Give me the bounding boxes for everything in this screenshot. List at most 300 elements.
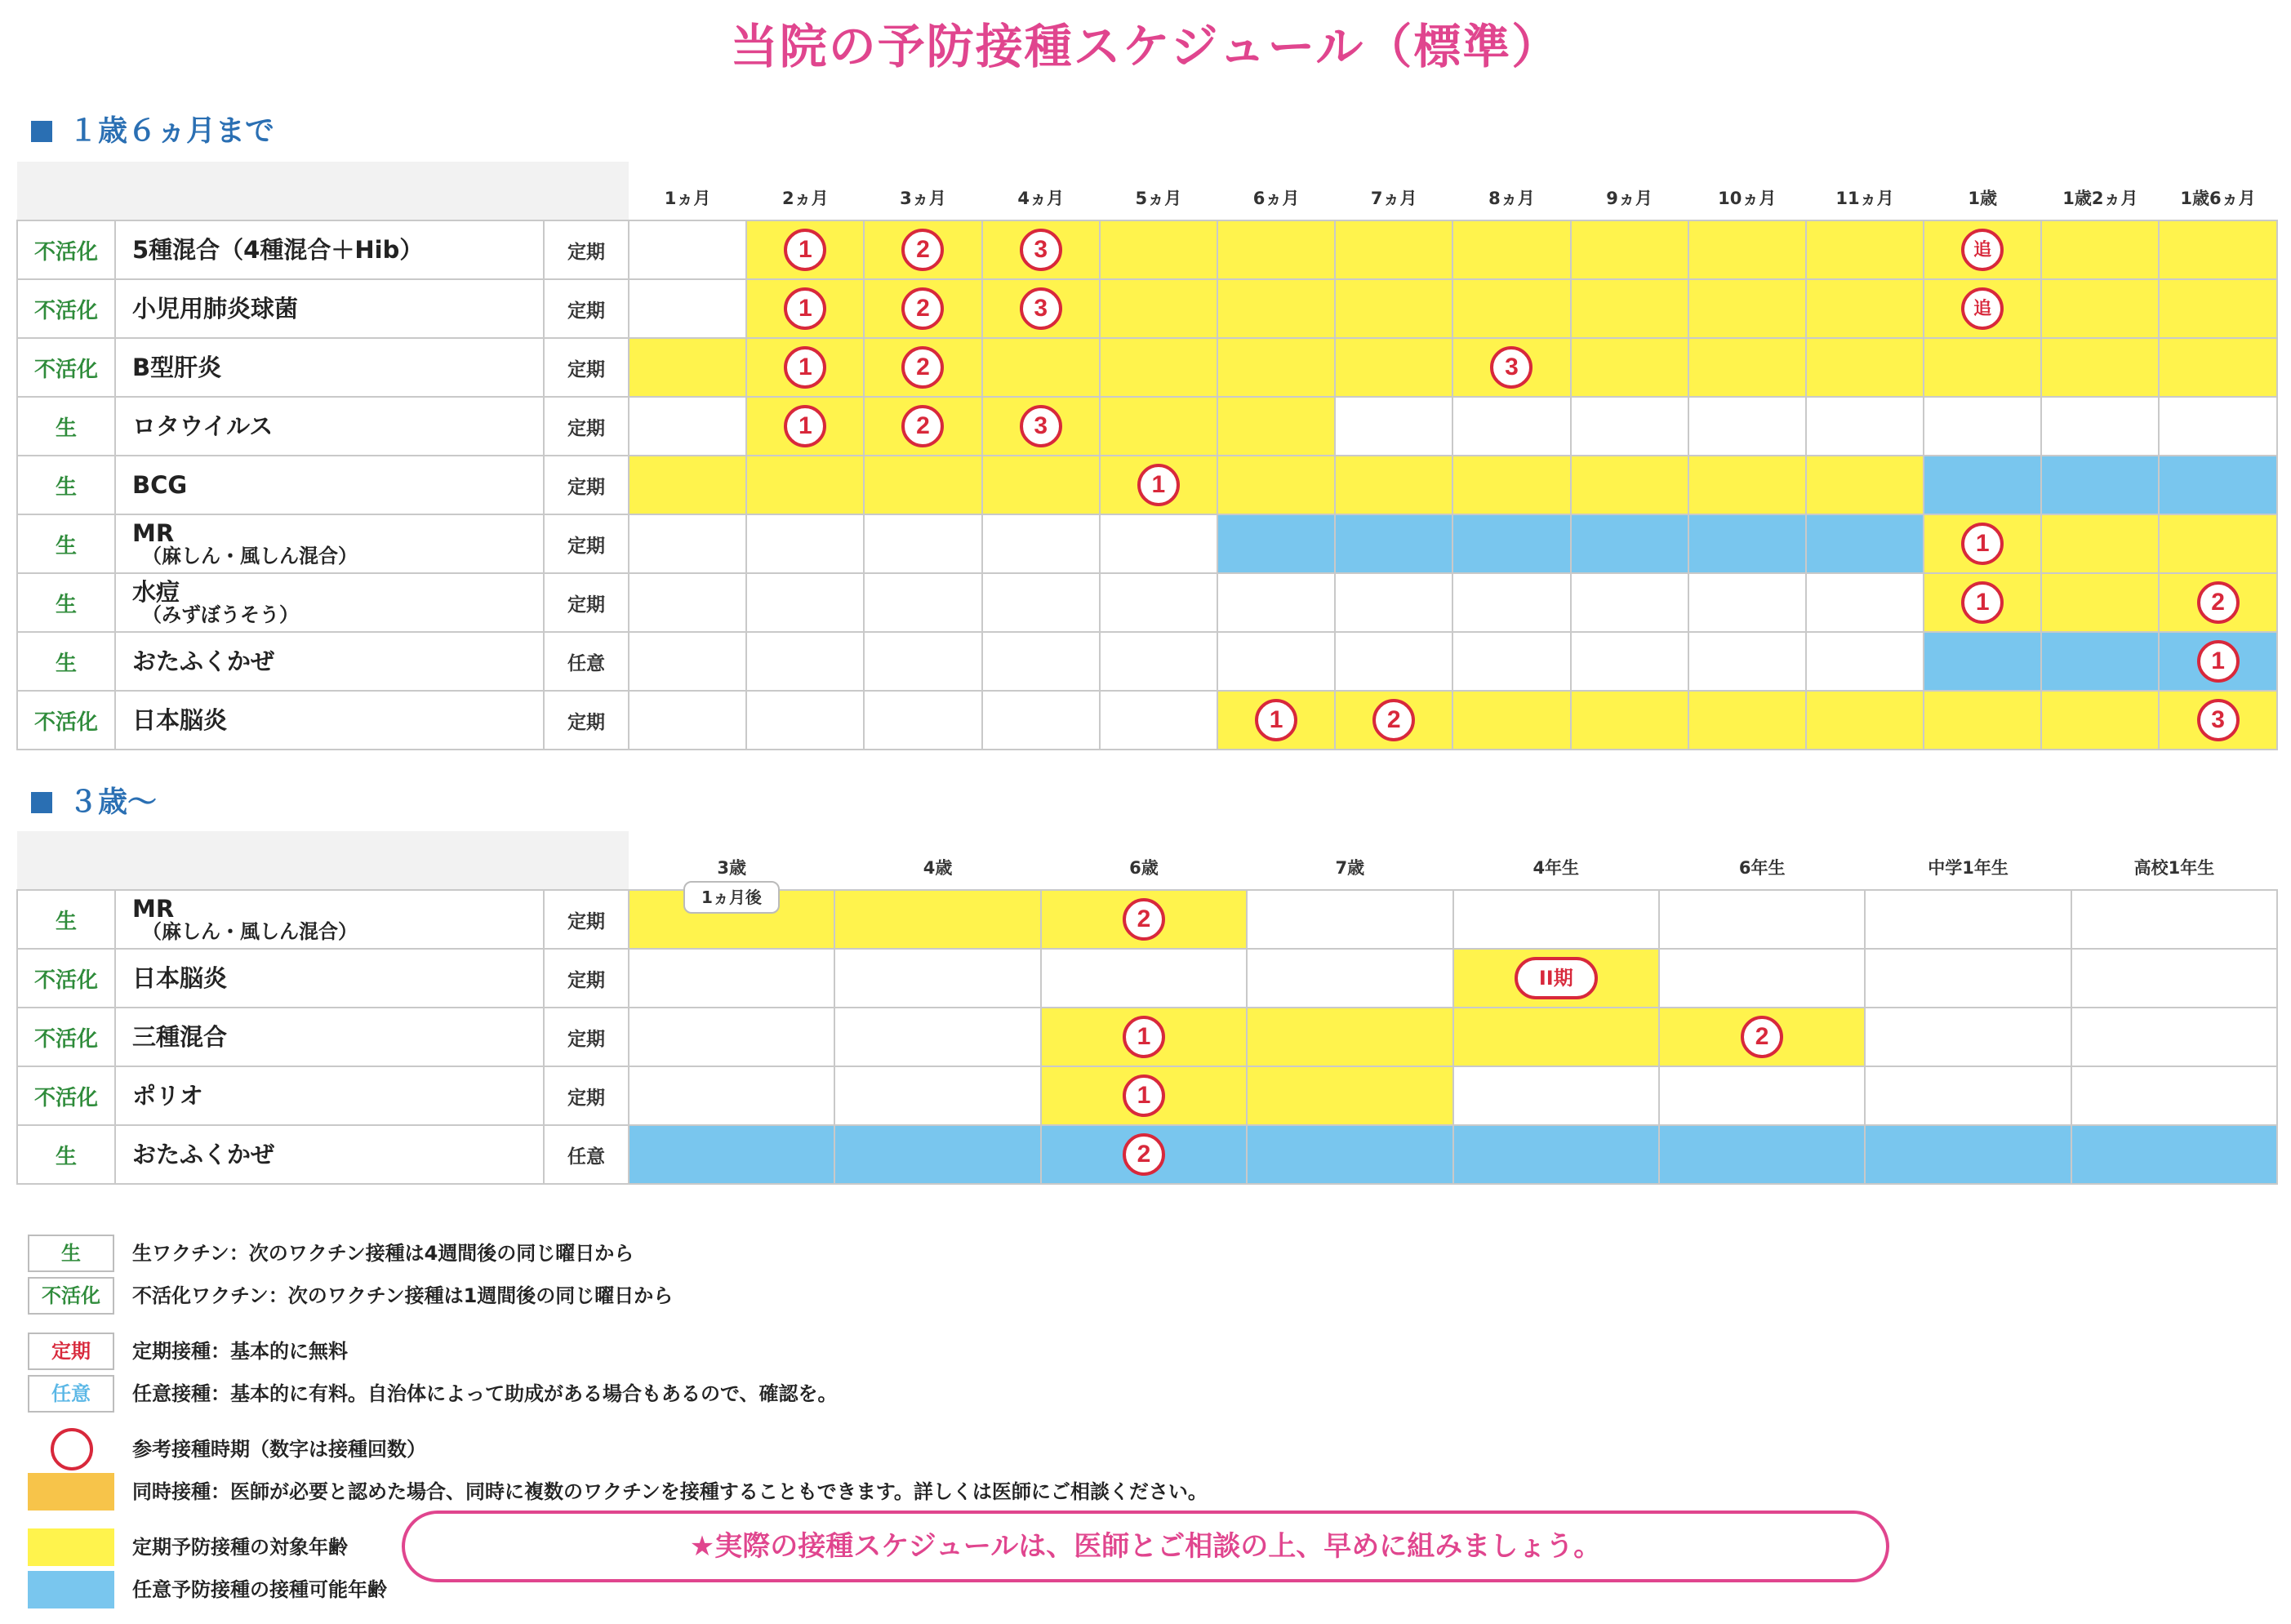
dose-marker: 1 — [1961, 523, 2004, 565]
column-header: 1歳2ヵ月 — [2041, 162, 2159, 220]
schedule-cell — [1100, 691, 1217, 750]
vaccine-name-cell — [115, 1066, 544, 1125]
schedule-cell — [834, 949, 1040, 1008]
schedule-row — [17, 220, 2277, 279]
schedule-cell — [1571, 514, 1688, 573]
schedule-cell — [864, 691, 981, 750]
column-header: 5ヵ月 — [1100, 162, 1217, 220]
vaccine-kind: 定期 — [544, 691, 629, 750]
schedule-cell — [746, 456, 864, 514]
schedule-cell — [1571, 279, 1688, 338]
schedule-cell — [1571, 632, 1688, 691]
schedule-cell — [834, 1008, 1040, 1066]
vaccine-type: 不活化 — [17, 1008, 115, 1066]
schedule-row — [17, 573, 2277, 632]
vaccine-kind: 任意 — [544, 632, 629, 691]
vaccine-name-cell — [115, 279, 544, 338]
schedule-cell — [1100, 514, 1217, 573]
schedule-cell — [1688, 514, 1806, 573]
schedule-cell — [1806, 456, 1924, 514]
schedule-row — [17, 1125, 2277, 1184]
schedule-cell — [982, 338, 1100, 397]
vaccine-kind: 定期 — [544, 279, 629, 338]
dose-marker: 1 — [1961, 581, 2004, 624]
schedule-cell — [1217, 456, 1335, 514]
schedule-cell — [629, 514, 746, 573]
vaccine-name-cell — [115, 338, 544, 397]
vaccine-name: おたふくかぜ — [132, 647, 275, 675]
circle-marker-icon — [51, 1428, 93, 1470]
schedule-cell — [1452, 279, 1570, 338]
interval-note: 1ヵ月後 — [683, 881, 780, 914]
schedule-cell — [2071, 1125, 2277, 1184]
schedule-cell — [1100, 573, 1217, 632]
dose-marker: 1 — [1137, 464, 1180, 506]
vaccine-type: 不活化 — [17, 691, 115, 750]
schedule-cell — [1041, 1125, 1247, 1184]
preschool-schedule-table — [16, 831, 2278, 1185]
schedule-cell — [2071, 1066, 2277, 1125]
legend-optional-text: 任意接種：基本的に有料。自治体によって助成がある場合もあるので、確認を。 — [132, 1382, 838, 1405]
schedule-cell — [1217, 279, 1335, 338]
schedule-cell — [1865, 1125, 2071, 1184]
schedule-cell — [982, 514, 1100, 573]
schedule-cell — [1247, 1008, 1452, 1066]
schedule-cell — [1688, 338, 1806, 397]
vaccine-kind: 定期 — [544, 456, 629, 514]
schedule-row — [17, 279, 2277, 338]
schedule-row — [17, 1008, 2277, 1066]
schedule-cell — [1217, 632, 1335, 691]
vaccine-subname: （みずぼうそう） — [142, 603, 299, 626]
schedule-cell — [1688, 397, 1806, 456]
schedule-cell — [982, 279, 1100, 338]
column-header: 8ヵ月 — [1452, 162, 1570, 220]
dose-marker: 2 — [901, 405, 944, 447]
schedule-cell — [2071, 949, 2277, 1008]
schedule-cell — [2159, 573, 2276, 632]
vaccine-name-cell — [115, 220, 544, 279]
schedule-cell — [1688, 632, 1806, 691]
schedule-cell — [2041, 691, 2159, 750]
schedule-cell — [629, 949, 834, 1008]
schedule-cell — [629, 279, 746, 338]
schedule-cell — [629, 1066, 834, 1125]
schedule-row — [17, 890, 2277, 949]
dose-marker: 2 — [1372, 699, 1415, 741]
legend-inactive-box: 不活化 — [28, 1277, 114, 1315]
dose-marker: 1 — [784, 405, 826, 447]
vaccine-name: 日本脳炎 — [132, 705, 228, 734]
schedule-cell — [834, 1066, 1040, 1125]
schedule-cell — [1335, 573, 1452, 632]
dose-marker: 2 — [1123, 1133, 1165, 1176]
schedule-cell — [746, 573, 864, 632]
schedule-cell — [1100, 397, 1217, 456]
schedule-cell — [1688, 220, 1806, 279]
dose-marker: 3 — [1020, 229, 1062, 271]
vaccine-name: 三種混合 — [132, 1022, 228, 1051]
vaccine-type: 不活化 — [17, 338, 115, 397]
vaccine-name-cell — [115, 514, 544, 573]
schedule-cell — [1924, 632, 2041, 691]
dose-marker: 2 — [901, 287, 944, 330]
dose-marker: 2 — [901, 229, 944, 271]
column-header: 3歳 — [629, 831, 834, 890]
schedule-cell — [2159, 456, 2276, 514]
legend-circle-text: 参考接種時期（数字は接種回数） — [132, 1438, 426, 1461]
legend-live-text: 生ワクチン：次のワクチン接種は4週間後の同じ曜日から — [132, 1242, 634, 1265]
schedule-cell — [1806, 220, 1924, 279]
schedule-cell — [864, 279, 981, 338]
schedule-cell — [2041, 573, 2159, 632]
schedule-row — [17, 397, 2277, 456]
vaccine-kind: 定期 — [544, 890, 629, 949]
legend-inactive-text: 不活化ワクチン：次のワクチン接種は1週間後の同じ曜日から — [132, 1284, 674, 1307]
schedule-cell — [982, 220, 1100, 279]
schedule-cell — [1452, 397, 1570, 456]
dose-marker: 1 — [1123, 1016, 1165, 1058]
schedule-cell — [1865, 949, 2071, 1008]
schedule-cell — [1688, 691, 1806, 750]
schedule-cell — [2041, 514, 2159, 573]
schedule-cell — [1865, 1008, 2071, 1066]
section-heading-text: ３歳〜 — [69, 785, 158, 819]
column-header: 9ヵ月 — [1571, 162, 1688, 220]
vaccine-name: B型肝炎 — [132, 353, 222, 381]
vaccine-name: おたふくかぜ — [132, 1140, 275, 1168]
vaccine-name: ロタウイルス — [132, 412, 274, 440]
vaccine-name: 日本脳炎 — [132, 963, 228, 992]
schedule-cell — [864, 632, 981, 691]
schedule-cell — [1571, 397, 1688, 456]
vaccine-name: MR — [132, 895, 175, 923]
section-heading-text: １歳６ヵ月まで — [69, 114, 275, 148]
schedule-cell — [1688, 456, 1806, 514]
schedule-cell — [1247, 890, 1452, 949]
column-header: 4ヵ月 — [982, 162, 1100, 220]
schedule-cell — [1865, 890, 2071, 949]
schedule-cell — [1217, 691, 1335, 750]
schedule-cell — [834, 1125, 1040, 1184]
section-heading-preschool — [31, 779, 157, 821]
schedule-cell — [1924, 456, 2041, 514]
schedule-cell — [1806, 691, 1924, 750]
schedule-cell — [629, 397, 746, 456]
schedule-cell — [864, 573, 981, 632]
dose-marker: 3 — [1490, 346, 1533, 389]
schedule-cell — [2041, 220, 2159, 279]
infant-schedule-table — [16, 162, 2278, 750]
schedule-cell — [2071, 1008, 2277, 1066]
schedule-cell — [1452, 691, 1570, 750]
schedule-cell — [2159, 632, 2276, 691]
vaccine-type: 不活化 — [17, 949, 115, 1008]
legend-blue-swatch — [28, 1571, 114, 1608]
schedule-cell — [1806, 573, 1924, 632]
schedule-cell — [1924, 338, 2041, 397]
schedule-cell — [1247, 1066, 1452, 1125]
schedule-cell — [2041, 279, 2159, 338]
schedule-cell — [1335, 397, 1452, 456]
dose-marker: 1 — [1255, 699, 1297, 741]
vaccine-kind: 定期 — [544, 1008, 629, 1066]
schedule-cell — [2159, 220, 2276, 279]
schedule-cell — [982, 691, 1100, 750]
dose-marker: 追 — [1961, 287, 2004, 330]
schedule-cell — [746, 279, 864, 338]
schedule-cell — [1335, 279, 1452, 338]
schedule-cell — [1806, 397, 1924, 456]
vaccine-name-cell — [115, 1125, 544, 1184]
schedule-cell — [864, 514, 981, 573]
schedule-cell — [2159, 279, 2276, 338]
schedule-cell — [1806, 338, 1924, 397]
dose-marker: 3 — [1020, 405, 1062, 447]
square-bullet-icon — [31, 792, 52, 813]
dose-marker: 1 — [784, 229, 826, 271]
header-blank — [17, 831, 629, 890]
legend-routine-box: 定期 — [28, 1333, 114, 1370]
vaccine-name-cell — [115, 632, 544, 691]
legend-orange-swatch — [28, 1473, 114, 1511]
schedule-cell — [746, 338, 864, 397]
schedule-cell — [1659, 1008, 1865, 1066]
legend-yellow-swatch — [28, 1528, 114, 1566]
schedule-cell — [1806, 514, 1924, 573]
vaccine-name-cell — [115, 456, 544, 514]
vaccine-type: 生 — [17, 514, 115, 573]
vaccine-type: 生 — [17, 890, 115, 949]
schedule-cell — [1247, 1125, 1452, 1184]
vaccine-type: 不活化 — [17, 220, 115, 279]
schedule-row — [17, 338, 2277, 397]
schedule-cell — [1217, 220, 1335, 279]
schedule-cell — [1688, 279, 1806, 338]
schedule-cell — [1806, 279, 1924, 338]
column-header: 7歳 — [1247, 831, 1452, 890]
column-header: 4年生 — [1453, 831, 1659, 890]
schedule-cell — [746, 691, 864, 750]
schedule-cell — [1041, 890, 1247, 949]
advice-banner: ★実際の接種スケジュールは、医師とご相談の上、早めに組みましょう。 — [402, 1511, 1889, 1582]
schedule-row — [17, 949, 2277, 1008]
vaccine-type: 生 — [17, 1125, 115, 1184]
column-header: 3ヵ月 — [864, 162, 981, 220]
schedule-cell — [629, 456, 746, 514]
vaccine-kind: 任意 — [544, 1125, 629, 1184]
dose-marker: 3 — [2197, 699, 2240, 741]
schedule-cell — [1659, 949, 1865, 1008]
schedule-cell — [1217, 514, 1335, 573]
column-header: 2ヵ月 — [746, 162, 864, 220]
schedule-cell — [1452, 573, 1570, 632]
schedule-cell — [1335, 456, 1452, 514]
schedule-cell — [1571, 573, 1688, 632]
schedule-cell — [982, 456, 1100, 514]
dose-marker: 2 — [901, 346, 944, 389]
schedule-cell — [1247, 949, 1452, 1008]
schedule-cell — [2159, 397, 2276, 456]
schedule-cell — [1100, 632, 1217, 691]
vaccine-kind: 定期 — [544, 514, 629, 573]
schedule-cell — [1571, 691, 1688, 750]
column-header: 1歳6ヵ月 — [2159, 162, 2276, 220]
schedule-cell — [629, 632, 746, 691]
schedule-cell — [1335, 220, 1452, 279]
column-header: 7ヵ月 — [1335, 162, 1452, 220]
schedule-cell — [746, 632, 864, 691]
schedule-cell — [2041, 397, 2159, 456]
legend-optional-box: 任意 — [28, 1375, 114, 1413]
schedule-cell — [1041, 1066, 1247, 1125]
vaccine-name-cell — [115, 1008, 544, 1066]
schedule-row — [17, 514, 2277, 573]
period-marker: II期 — [1515, 957, 1598, 999]
schedule-cell — [2041, 456, 2159, 514]
dose-marker: 1 — [2197, 640, 2240, 683]
vaccine-name-cell — [115, 573, 544, 632]
schedule-cell — [864, 456, 981, 514]
schedule-cell — [1452, 456, 1570, 514]
vaccine-type: 不活化 — [17, 1066, 115, 1125]
vaccine-subname: （麻しん・風しん混合） — [142, 544, 358, 567]
square-bullet-icon — [31, 121, 52, 142]
vaccine-name: BCG — [132, 470, 188, 499]
vaccine-type: 生 — [17, 632, 115, 691]
legend-yellow-text: 定期予防接種の対象年齢 — [132, 1536, 348, 1559]
schedule-row — [17, 456, 2277, 514]
schedule-cell — [982, 632, 1100, 691]
schedule-cell — [982, 573, 1100, 632]
schedule-cell — [746, 220, 864, 279]
schedule-cell — [1335, 338, 1452, 397]
legend-routine-text: 定期接種：基本的に無料 — [132, 1340, 348, 1363]
schedule-cell — [1924, 573, 2041, 632]
schedule-cell — [834, 890, 1040, 949]
vaccine-name-cell — [115, 397, 544, 456]
vaccine-kind: 定期 — [544, 949, 629, 1008]
legend-simultaneous-text: 同時接種：医師が必要と認めた場合、同時に複数のワクチンを接種することもできます。詳しくは医師にご相談ください。 — [132, 1480, 1208, 1503]
column-header: 6歳 — [1041, 831, 1247, 890]
vaccine-name: ポリオ — [132, 1081, 203, 1110]
column-header: 4歳 — [834, 831, 1040, 890]
column-header: 11ヵ月 — [1806, 162, 1924, 220]
schedule-cell — [1571, 338, 1688, 397]
schedule-cell — [1453, 890, 1659, 949]
schedule-cell — [1100, 220, 1217, 279]
column-header: 6ヵ月 — [1217, 162, 1335, 220]
schedule-cell — [1571, 220, 1688, 279]
schedule-cell — [746, 514, 864, 573]
schedule-cell — [1659, 1125, 1865, 1184]
schedule-cell — [746, 397, 864, 456]
vaccine-type: 生 — [17, 456, 115, 514]
schedule-cell — [1217, 338, 1335, 397]
vaccine-kind: 定期 — [544, 397, 629, 456]
schedule-cell — [1100, 338, 1217, 397]
schedule-cell — [864, 220, 981, 279]
schedule-cell — [629, 338, 746, 397]
schedule-row — [17, 1066, 2277, 1125]
schedule-cell — [1924, 279, 2041, 338]
vaccine-name: 水痘 — [132, 578, 180, 607]
vaccine-name-cell — [115, 890, 544, 949]
schedule-cell — [1217, 397, 1335, 456]
schedule-cell — [1453, 1008, 1659, 1066]
schedule-cell — [2071, 890, 2277, 949]
dose-marker: 3 — [1020, 287, 1062, 330]
vaccine-name-cell — [115, 949, 544, 1008]
header-blank — [17, 162, 629, 220]
page-title: 当院の予防接種スケジュール（標準） — [730, 19, 1561, 74]
dose-marker: 2 — [2197, 581, 2240, 624]
schedule-cell — [1335, 691, 1452, 750]
schedule-cell — [864, 397, 981, 456]
schedule-cell — [629, 691, 746, 750]
schedule-cell — [1453, 949, 1659, 1008]
schedule-cell — [1452, 338, 1570, 397]
dose-marker: 追 — [1961, 229, 2004, 271]
schedule-cell — [1335, 514, 1452, 573]
dose-marker: 2 — [1741, 1016, 1783, 1058]
vaccine-kind: 定期 — [544, 220, 629, 279]
schedule-cell — [1865, 1066, 2071, 1125]
schedule-row — [17, 691, 2277, 750]
vaccine-kind: 定期 — [544, 338, 629, 397]
schedule-cell — [1688, 573, 1806, 632]
dose-marker: 1 — [784, 346, 826, 389]
schedule-cell — [1659, 890, 1865, 949]
schedule-cell — [1335, 632, 1452, 691]
dose-marker: 1 — [1123, 1075, 1165, 1117]
vaccine-name: 5種混合（4種混合＋Hib） — [132, 235, 424, 264]
schedule-cell — [1659, 1066, 1865, 1125]
legend-live-box: 生 — [28, 1235, 114, 1272]
column-header: 中学1年生 — [1865, 831, 2071, 890]
dose-marker: 2 — [1123, 898, 1165, 941]
schedule-cell — [1452, 514, 1570, 573]
schedule-cell — [864, 338, 981, 397]
vaccine-type: 生 — [17, 397, 115, 456]
schedule-row — [17, 632, 2277, 691]
schedule-cell — [629, 1008, 834, 1066]
schedule-cell — [1452, 220, 1570, 279]
schedule-cell — [1924, 397, 2041, 456]
schedule-cell — [1100, 456, 1217, 514]
schedule-cell — [982, 397, 1100, 456]
schedule-cell — [1571, 456, 1688, 514]
schedule-cell — [1452, 632, 1570, 691]
vaccine-kind: 定期 — [544, 1066, 629, 1125]
schedule-cell — [1924, 514, 2041, 573]
schedule-cell — [629, 220, 746, 279]
column-header: 10ヵ月 — [1688, 162, 1806, 220]
schedule-cell — [629, 573, 746, 632]
schedule-cell — [1453, 1066, 1659, 1125]
schedule-cell — [629, 890, 834, 949]
legend-blue-text: 任意予防接種の接種可能年齢 — [132, 1578, 387, 1601]
schedule-cell — [1453, 1125, 1659, 1184]
column-header: 1歳 — [1924, 162, 2041, 220]
schedule-cell — [2159, 691, 2276, 750]
schedule-cell — [2041, 632, 2159, 691]
schedule-cell — [2159, 338, 2276, 397]
schedule-cell — [2159, 514, 2276, 573]
schedule-cell — [1100, 279, 1217, 338]
dose-marker: 1 — [784, 287, 826, 330]
column-header: 1ヵ月 — [629, 162, 746, 220]
